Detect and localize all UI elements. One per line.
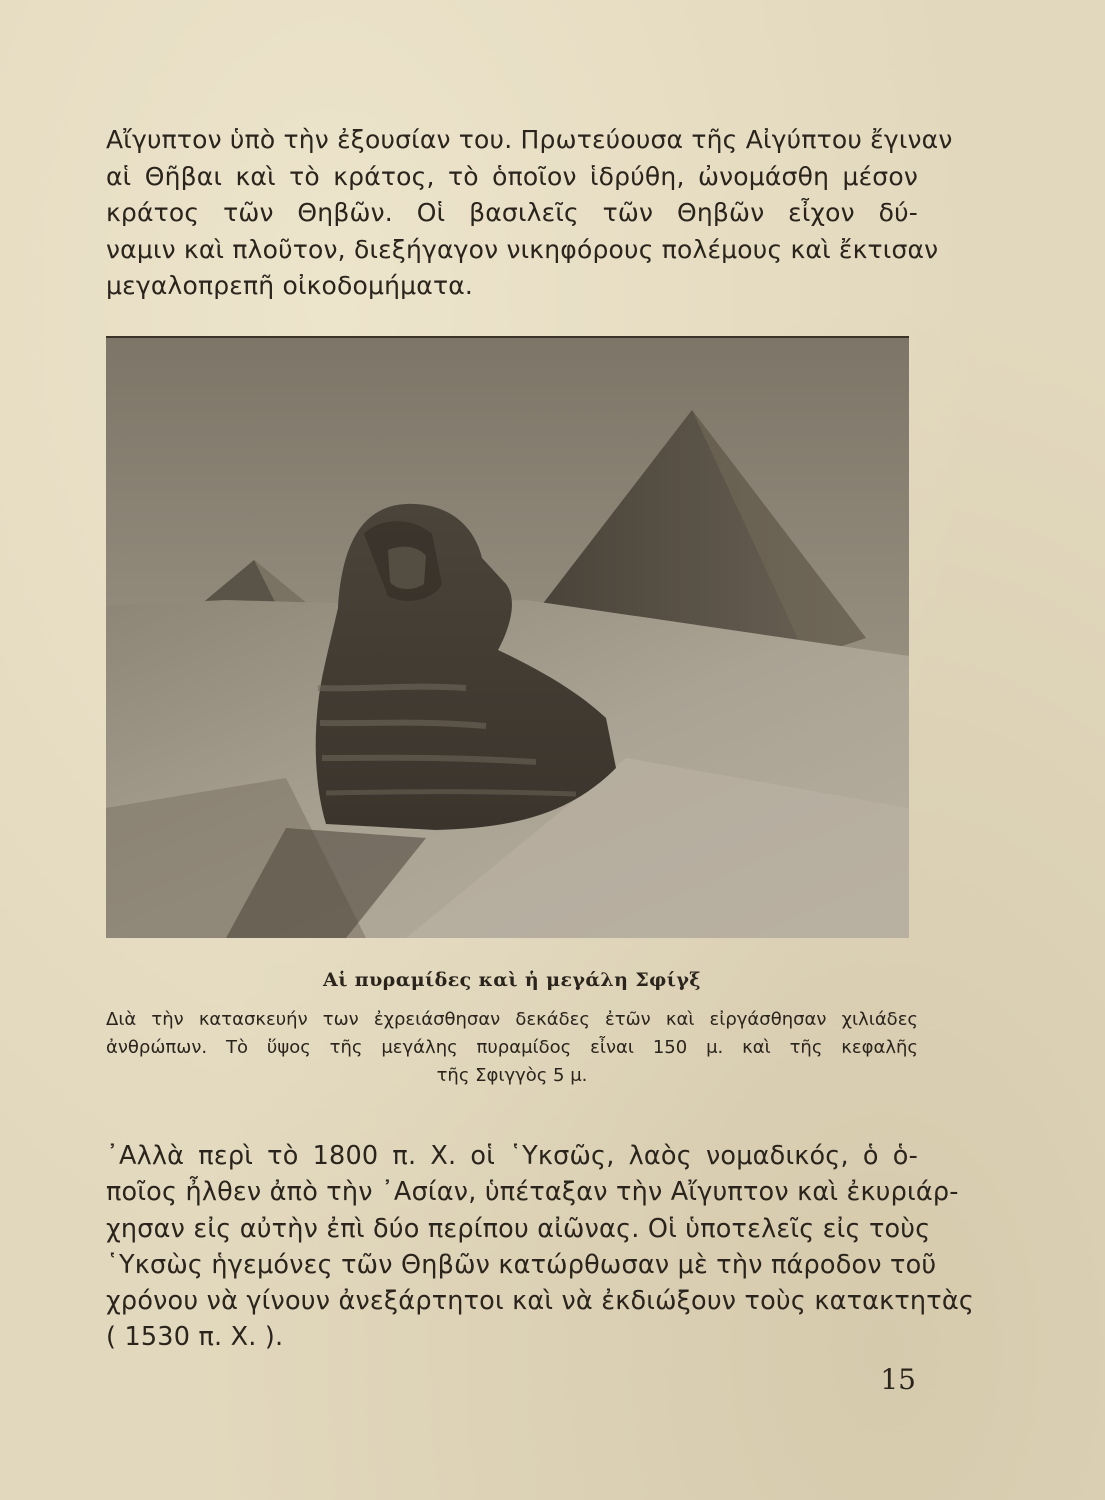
text-line: ποῖος ἦλθεν ἀπὸ τὴν ᾿Ασίαν, ὑπέταξαν τὴν Αἴγυπτον καὶ ἐκυριάρ- bbox=[106, 1177, 959, 1208]
pyramids-sphinx-photo bbox=[106, 336, 909, 938]
text-line: ναμιν καὶ πλοῦτον, διεξήγαγον νικηφόρους πολέμους καὶ ἔκτισαν bbox=[106, 234, 939, 264]
text-line: αἱ Θῆβαι καὶ τὸ κράτος, τὸ ὁποῖον ἱδρύθη, ὠνομάσθη μέσον bbox=[106, 161, 918, 191]
text-line: μεγαλοπρεπῆ οἰκοδομήματα. bbox=[106, 271, 474, 300]
paragraph-top bbox=[106, 122, 953, 305]
text-line: ᾿Αλλὰ περὶ τὸ 1800 π. Χ. οἱ ῾Υκσῶς, λαὸς νομαδικός, ὁ ὁ- bbox=[106, 1141, 918, 1171]
text-line: χησαν εἰς αὐτὴν ἐπὶ δύο περίπου αἰῶνας. Οἱ ὑποτελεῖς εἰς τοὺς bbox=[106, 1213, 931, 1244]
caption-line: Διὰ τὴν κατασκευήν των ἐχρειάσθησαν δεκάδες ἐτῶν καὶ εἰργάσθησαν χιλιάδες bbox=[106, 1009, 918, 1030]
paragraph-bottom bbox=[106, 1138, 975, 1356]
text-line: χρόνου νὰ γίνουν ἀνεξάρτητοι καὶ νὰ ἐκδιώξουν τοὺς κατακτητὰς bbox=[106, 1286, 975, 1317]
page-number: 15 bbox=[880, 1363, 916, 1396]
text-line: Αἴγυπτον ὑπὸ τὴν ἐξουσίαν του. Πρωτεύουσα τῆς Αἰγύπτου ἔγιναν bbox=[106, 125, 953, 154]
text-line: ( 1530 π. Χ. ). bbox=[106, 1322, 284, 1353]
text-line: ῾Υκσὼς ἡγεμόνες τῶν Θηβῶν κατώρθωσαν μὲ τὴν πάροδον τοῦ bbox=[106, 1249, 937, 1280]
caption-line: τῆς Σφιγγὸς 5 μ. bbox=[436, 1065, 588, 1086]
text-line: κράτος τῶν Θηβῶν. Οἱ βασιλεῖς τῶν Θηβῶν εἶχον δύ- bbox=[106, 198, 918, 227]
figure-caption bbox=[106, 1006, 918, 1090]
caption-line: ἀνθρώπων. Τὸ ὕψος τῆς μεγάλης πυραμίδος εἶναι 150 μ. καὶ τῆς κεφαλῆς bbox=[106, 1037, 918, 1058]
figure-caption-title: Αἱ πυραμίδες καὶ ἡ μεγάλη Σφίγξ bbox=[323, 969, 701, 991]
photo-illustration bbox=[106, 338, 909, 938]
